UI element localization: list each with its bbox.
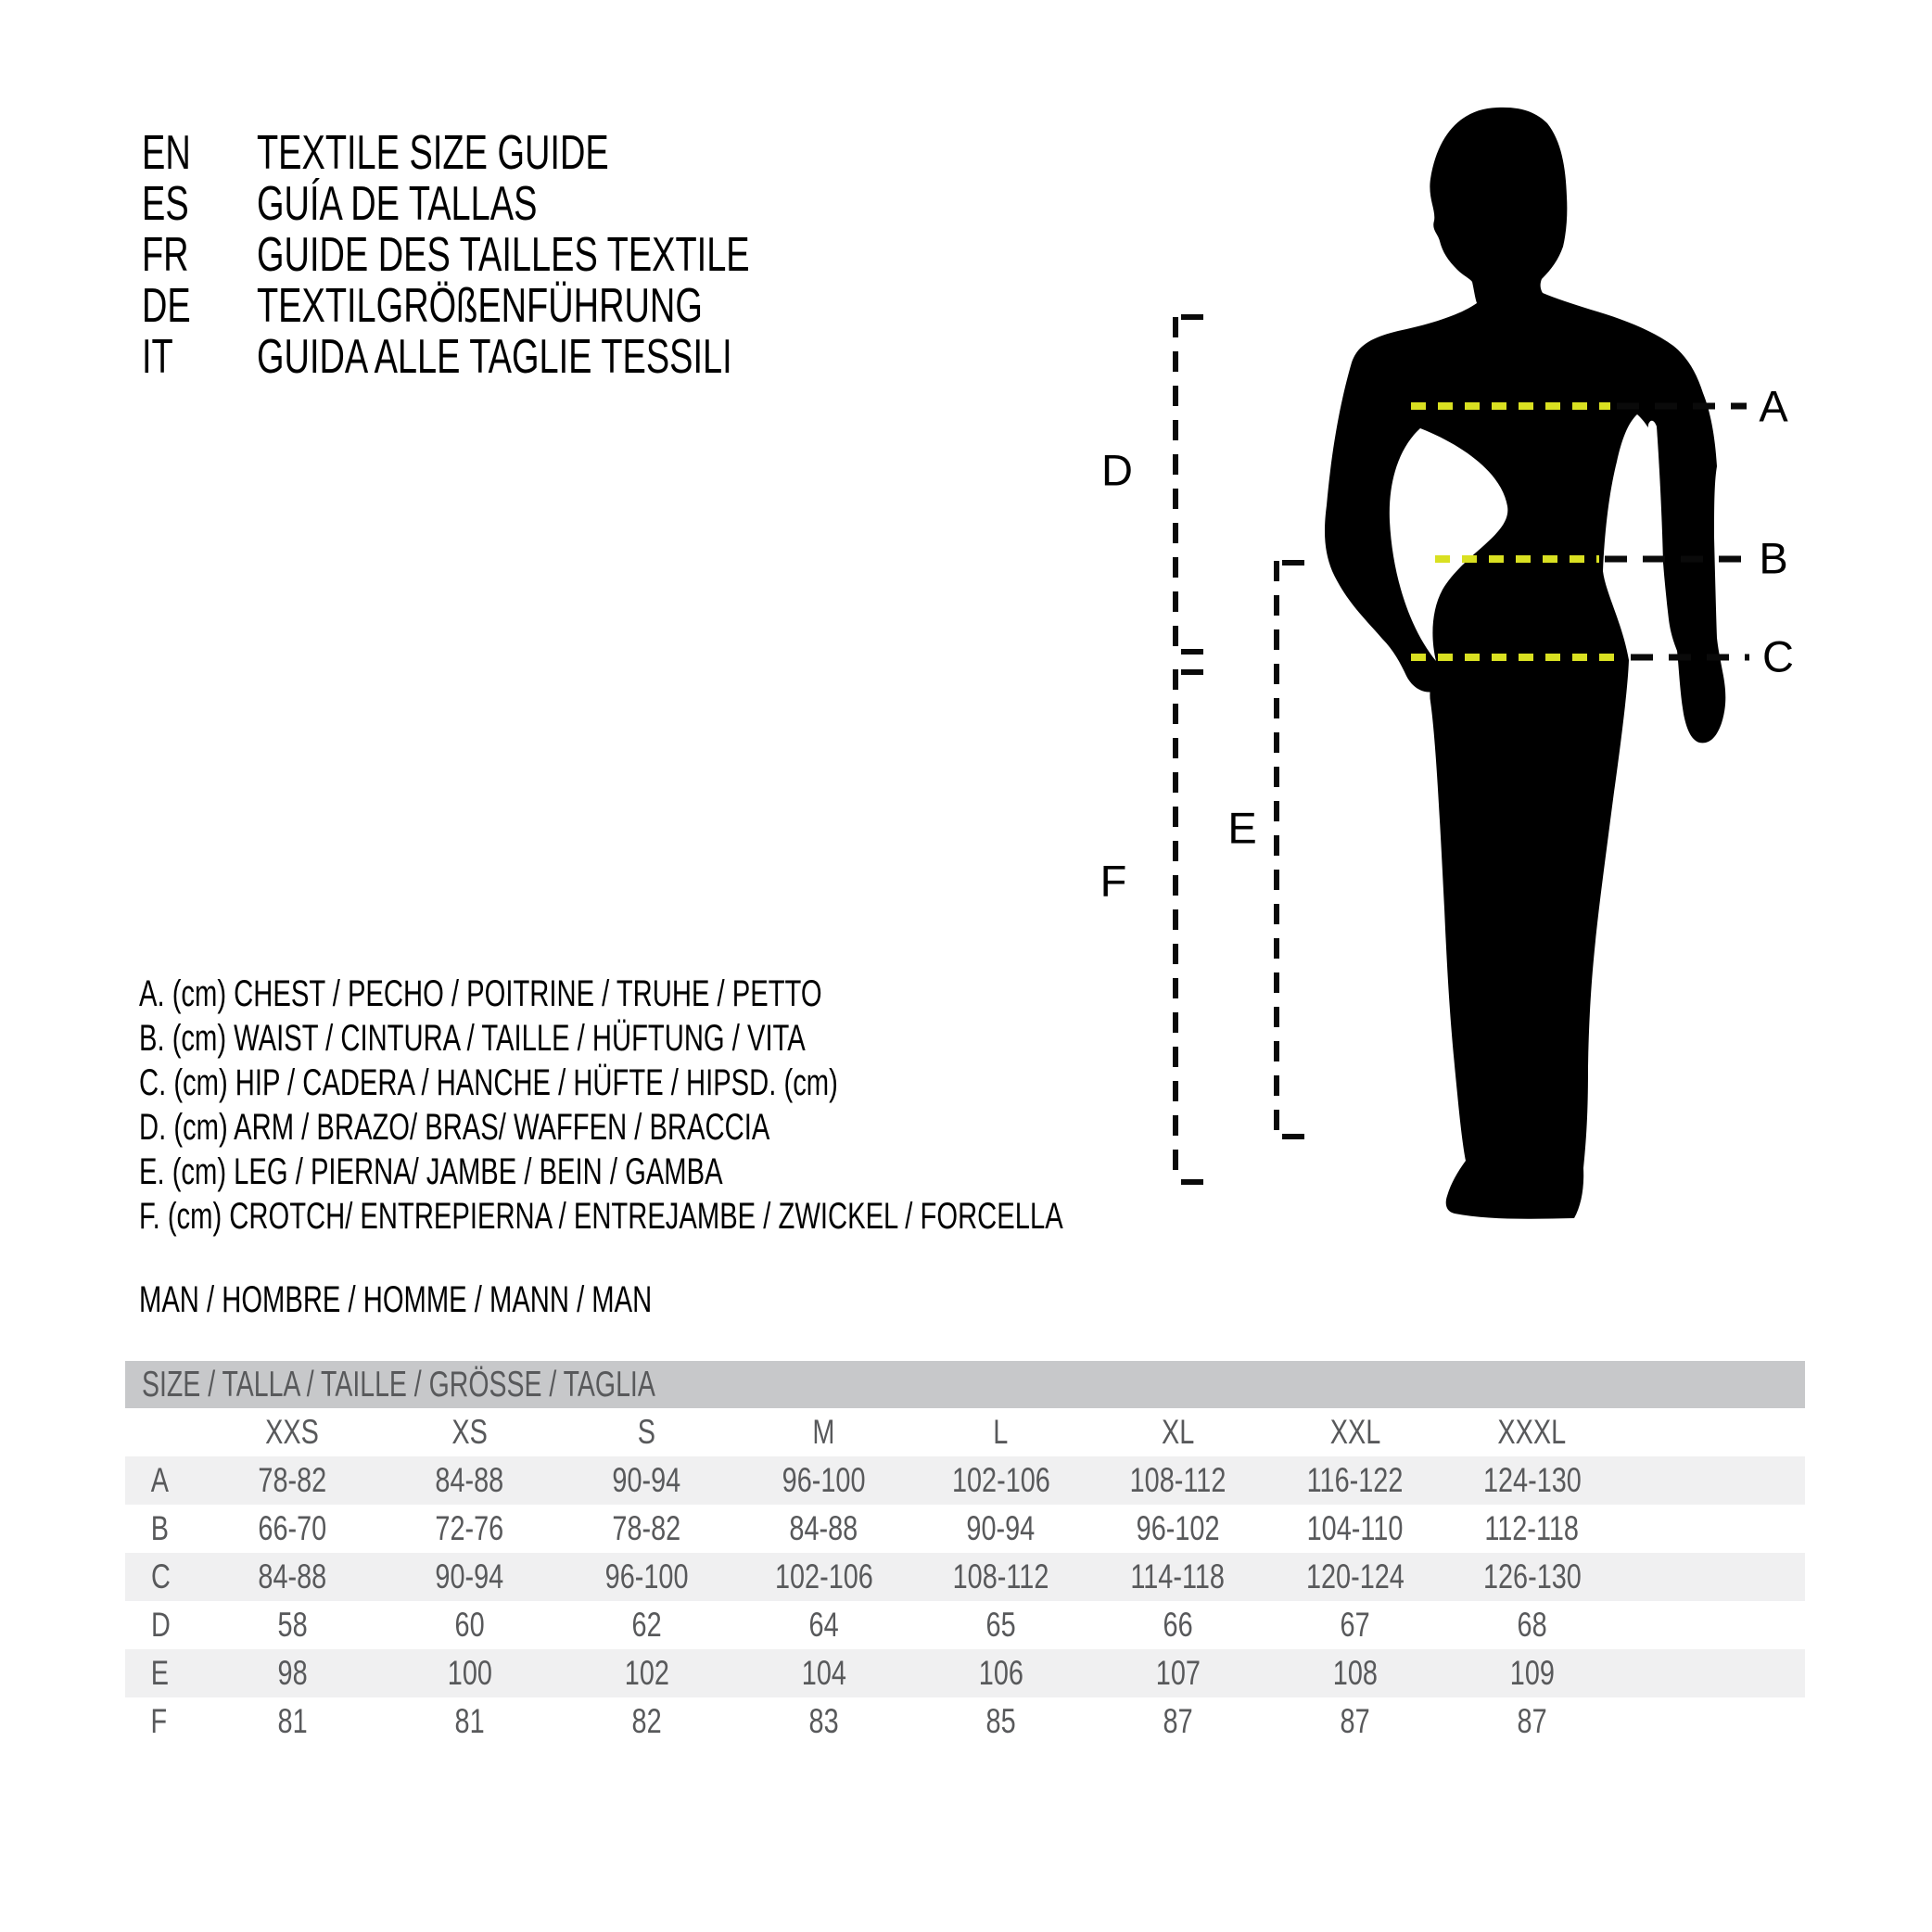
man-silhouette	[1325, 108, 1725, 1219]
col-xxl: XXL	[1329, 1413, 1380, 1451]
table-row-b: B 66-70 72-76 78-82 84-88 90-94 96-102 104-110 112-118	[150, 1509, 1580, 1547]
measurement-desc-arm: D. (cm) ARM / BRAZO/ BRAS/ WAFFEN / BRACCIA	[139, 1106, 770, 1148]
lang-title-en: TEXTILE SIZE GUIDE	[257, 126, 609, 180]
table-row-d: D 58 60 62 64 65 66 67 68	[150, 1606, 1547, 1644]
measurement-desc-hip: C. (cm) HIP / CADERA / HANCHE / HÜFTE / HIPSD. (cm)	[139, 1061, 838, 1103]
lang-code-es: ES	[142, 177, 189, 231]
marker-label-chest: A	[1759, 381, 1788, 431]
lang-title-de: TEXTILGRÖßENFÜHRUNG	[257, 279, 703, 333]
table-row-c: C 84-88 90-94 96-100 102-106 108-112 114-118 120-124 126-130	[125, 1553, 1805, 1601]
table-row-f: F 81 81 82 83 85 87 87 87	[150, 1702, 1547, 1740]
lang-code-it: IT	[142, 330, 173, 384]
col-xl: XL	[1161, 1413, 1195, 1451]
measurement-desc-chest: A. (cm) CHEST / PECHO / POITRINE / TRUHE / PETTO	[139, 972, 822, 1014]
col-xxs: XXS	[265, 1413, 320, 1451]
measurement-desc-crotch: F. (cm) CROTCH/ ENTREPIERNA / ENTREJAMBE / ZWICKEL / FORCELLA	[139, 1195, 1063, 1237]
col-m: M	[812, 1413, 835, 1451]
size-table-title: SIZE / TALLA / TAILLE / GRÖSSE / TAGLIA	[142, 1364, 655, 1405]
marker-label-arm: D	[1101, 445, 1133, 495]
marker-label-crotch: F	[1099, 856, 1127, 906]
lang-title-it: GUIDA ALLE TAGLIE TESSILI	[257, 330, 732, 384]
lang-title-fr: GUIDE DES TAILLES TEXTILE	[257, 228, 750, 282]
size-table-header-bar	[125, 1361, 1805, 1408]
measurement-desc-waist: B. (cm) WAIST / CINTURA / TAILLE / HÜFTUNG / VITA	[139, 1017, 806, 1059]
lang-title-es: GUÍA DE TALLAS	[257, 177, 538, 231]
size-table	[125, 1361, 1805, 1746]
marker-label-waist: B	[1759, 533, 1788, 583]
table-row-e: E 98 100 102 104 106 107 108 109	[125, 1649, 1805, 1697]
col-xxxl: XXXL	[1497, 1413, 1567, 1451]
lang-code-de: DE	[142, 279, 191, 333]
size-table-columns-row	[125, 1408, 1805, 1456]
measurement-desc-leg: E. (cm) LEG / PIERNA/ JAMBE / BEIN / GAMBA	[139, 1150, 723, 1192]
marker-label-hip: C	[1762, 631, 1794, 681]
category-line: MAN / HOMBRE / HOMME / MANN / MAN	[139, 1278, 653, 1320]
table-row-a: A 78-82 84-88 90-94 96-100 102-106 108-112 116-122 124-130	[125, 1456, 1805, 1505]
col-l: L	[993, 1413, 1009, 1451]
lang-code-fr: FR	[142, 228, 189, 282]
lang-code-en: EN	[142, 126, 191, 180]
col-s: S	[637, 1413, 656, 1451]
marker-label-leg: E	[1227, 803, 1257, 853]
col-xs: XS	[451, 1413, 488, 1451]
